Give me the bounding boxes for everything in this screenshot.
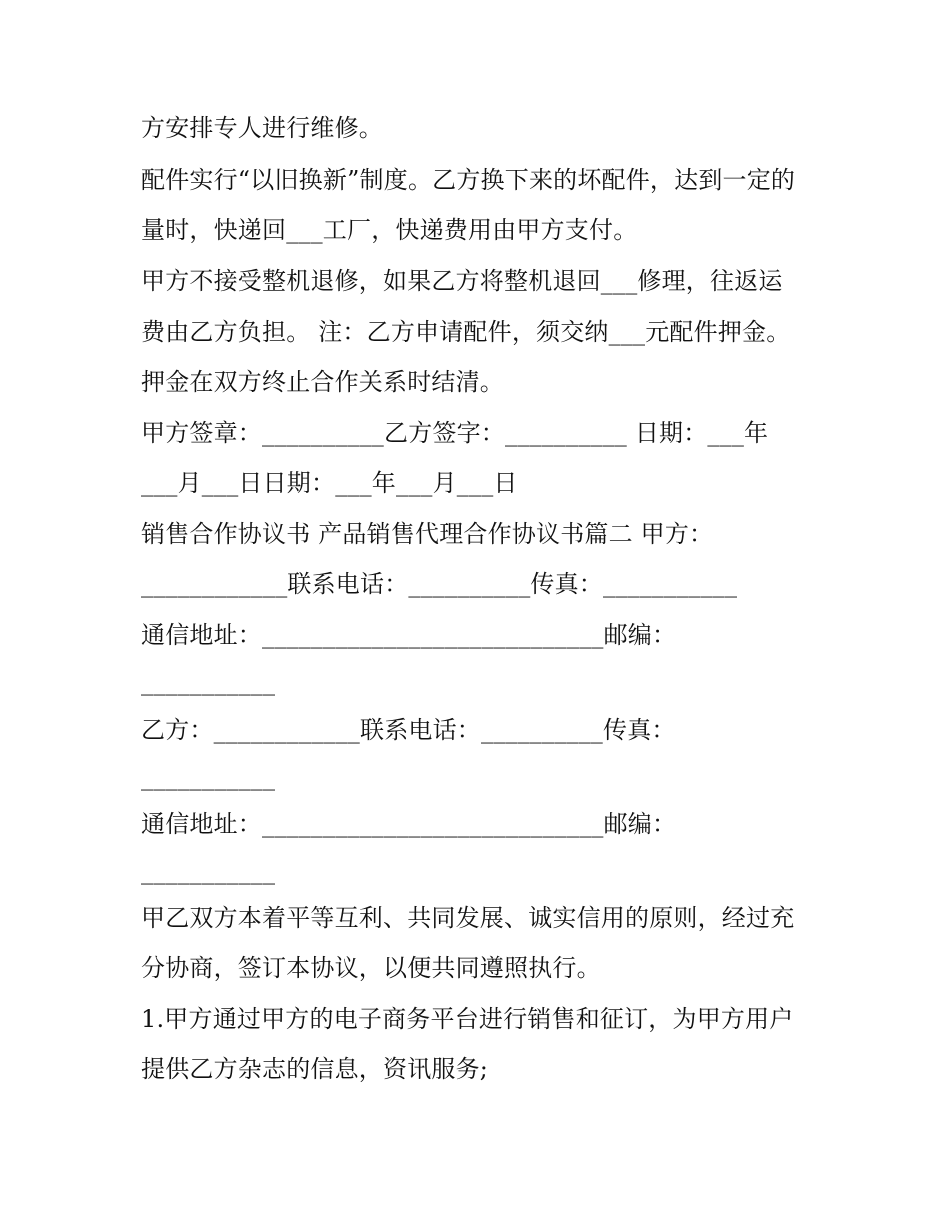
text-line: 押金在双方终止合作关系时结清。	[141, 368, 504, 396]
text-line: 甲乙双方本着平等互利、共同发展、诚实信用的原则，经过充	[141, 904, 795, 932]
text-line: 分协商，签订本协议，以便共同遵照执行。	[141, 954, 601, 982]
text-line: 乙方：____________联系电话：__________传真：	[141, 716, 676, 744]
text-line: 1.甲方通过甲方的电子商务平台进行销售和征订，为甲方用户	[141, 1005, 794, 1033]
text-line: 通信地址：____________________________邮编：	[141, 621, 677, 649]
text-line: ___月___日日期：___年___月___日	[141, 469, 518, 497]
text-line: 方安排专人进行维修。	[141, 114, 383, 142]
text-line: 费由乙方负担。 注：乙方申请配件，须交纳___元配件押金。	[141, 318, 791, 346]
text-line: 销售合作协议书 产品销售代理合作协议书篇二 甲方：	[141, 520, 714, 548]
text-line: ___________	[141, 763, 276, 791]
text-line: 甲方不接受整机退修，如果乙方将整机退回___修理，往返运	[141, 267, 783, 295]
text-line: 量时，快递回___工厂，快递费用由甲方支付。	[141, 216, 638, 244]
text-line: 配件实行“以旧换新”制度。乙方换下来的坏配件，达到一定的	[141, 166, 796, 194]
text-line: 提供乙方杂志的信息，资讯服务;	[141, 1055, 489, 1083]
text-line: 甲方签章：__________乙方签字：__________ 日期：___年	[141, 419, 769, 447]
text-line: ___________	[141, 668, 276, 696]
text-line: ___________	[141, 857, 276, 885]
text-line: 通信地址：____________________________邮编：	[141, 810, 677, 838]
text-line: ____________联系电话：__________传真：___________	[141, 570, 738, 598]
